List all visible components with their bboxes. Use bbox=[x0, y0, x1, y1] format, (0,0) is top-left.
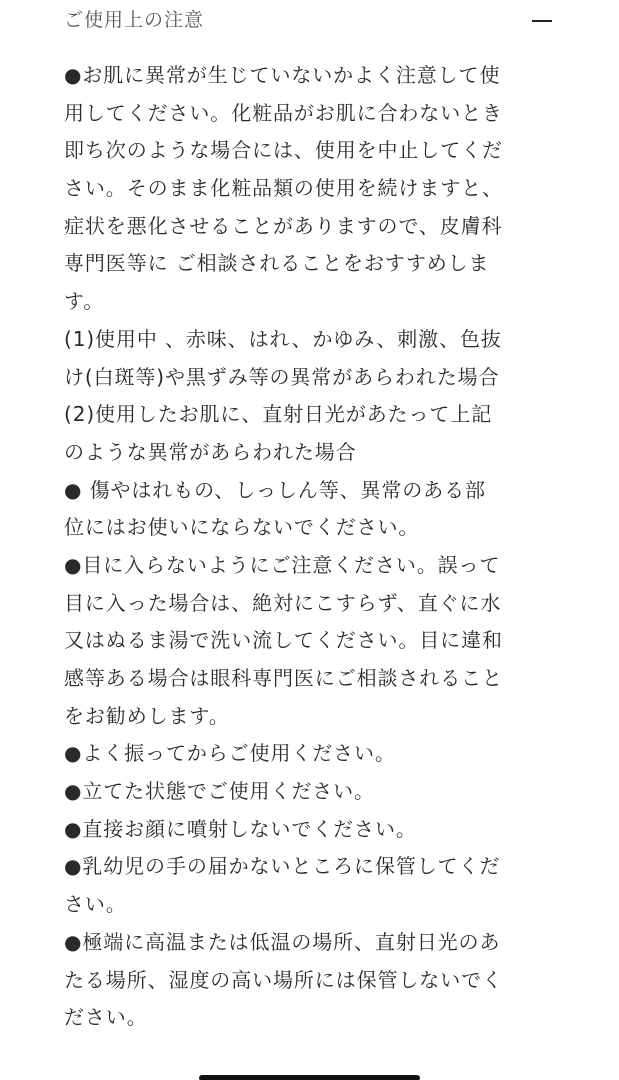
text-line: 用してください。化粧品がお肌に合わないとき bbox=[64, 100, 503, 125]
text-line: たる場所、湿度の高い場所には保管しないでく bbox=[64, 967, 503, 992]
text-line: (2)使用したお肌に、直射日光があたって上記 bbox=[64, 402, 493, 427]
text-line: す。 bbox=[64, 289, 105, 314]
text-line: け(白斑等)や黒ずみ等の異常があらわれた場合 bbox=[64, 364, 500, 389]
text-line: ●立てた状態でご使用ください。 bbox=[64, 779, 375, 804]
section-title: ご使用上の注意 bbox=[64, 9, 205, 31]
text-line: 即ち次のような場合には、使用を中止してくだ bbox=[64, 138, 503, 163]
text-line: のような異常があらわれた場合 bbox=[64, 439, 357, 464]
text-line: ● 傷やはれもの、しっしん等、異常のある部 bbox=[64, 477, 486, 502]
text-line: ●よく振ってからご使用ください。 bbox=[64, 741, 396, 766]
home-indicator bbox=[199, 1075, 420, 1080]
text-line: ●乳幼児の手の届かないところに保管してくだ bbox=[64, 854, 501, 879]
minus-icon[interactable] bbox=[532, 20, 552, 22]
text-line: さい。そのまま化粧品類の使用を続けますと、 bbox=[64, 176, 503, 201]
text-line: (1)使用中 、赤味、はれ、かゆみ、刺激、色抜 bbox=[64, 326, 502, 351]
accordion-header[interactable] bbox=[0, 0, 619, 44]
text-line: ●極端に高温または低温の場所、直射日光のあ bbox=[64, 929, 501, 954]
usage-precautions-text bbox=[64, 57, 564, 1037]
text-line: 感等ある場合は眼科専門医にご相談されること bbox=[64, 666, 503, 690]
text-line: 又はぬるま湯で洗い流してください。目に違和 bbox=[64, 628, 503, 653]
text-line: 専門医等に ご相談されることをおすすめしま bbox=[64, 251, 490, 276]
text-line: ●直接お顔に噴射しないでください。 bbox=[64, 816, 417, 841]
text-line: 位にはお使いにならないでください。 bbox=[64, 515, 420, 540]
text-line: さい。 bbox=[64, 892, 127, 917]
text-line: 症状を悪化させることがありますので、皮膚科 bbox=[64, 213, 503, 238]
text-line: ●目に入らないようにご注意ください。誤って bbox=[64, 552, 501, 577]
text-line: 目に入った場合は、絶対にこすらず、直ぐに水 bbox=[64, 590, 502, 615]
text-line: ●お肌に異常が生じていないかよく注意して使 bbox=[64, 63, 501, 87]
text-line: ださい。 bbox=[64, 1005, 148, 1030]
text-line: をお勧めします。 bbox=[64, 703, 230, 728]
